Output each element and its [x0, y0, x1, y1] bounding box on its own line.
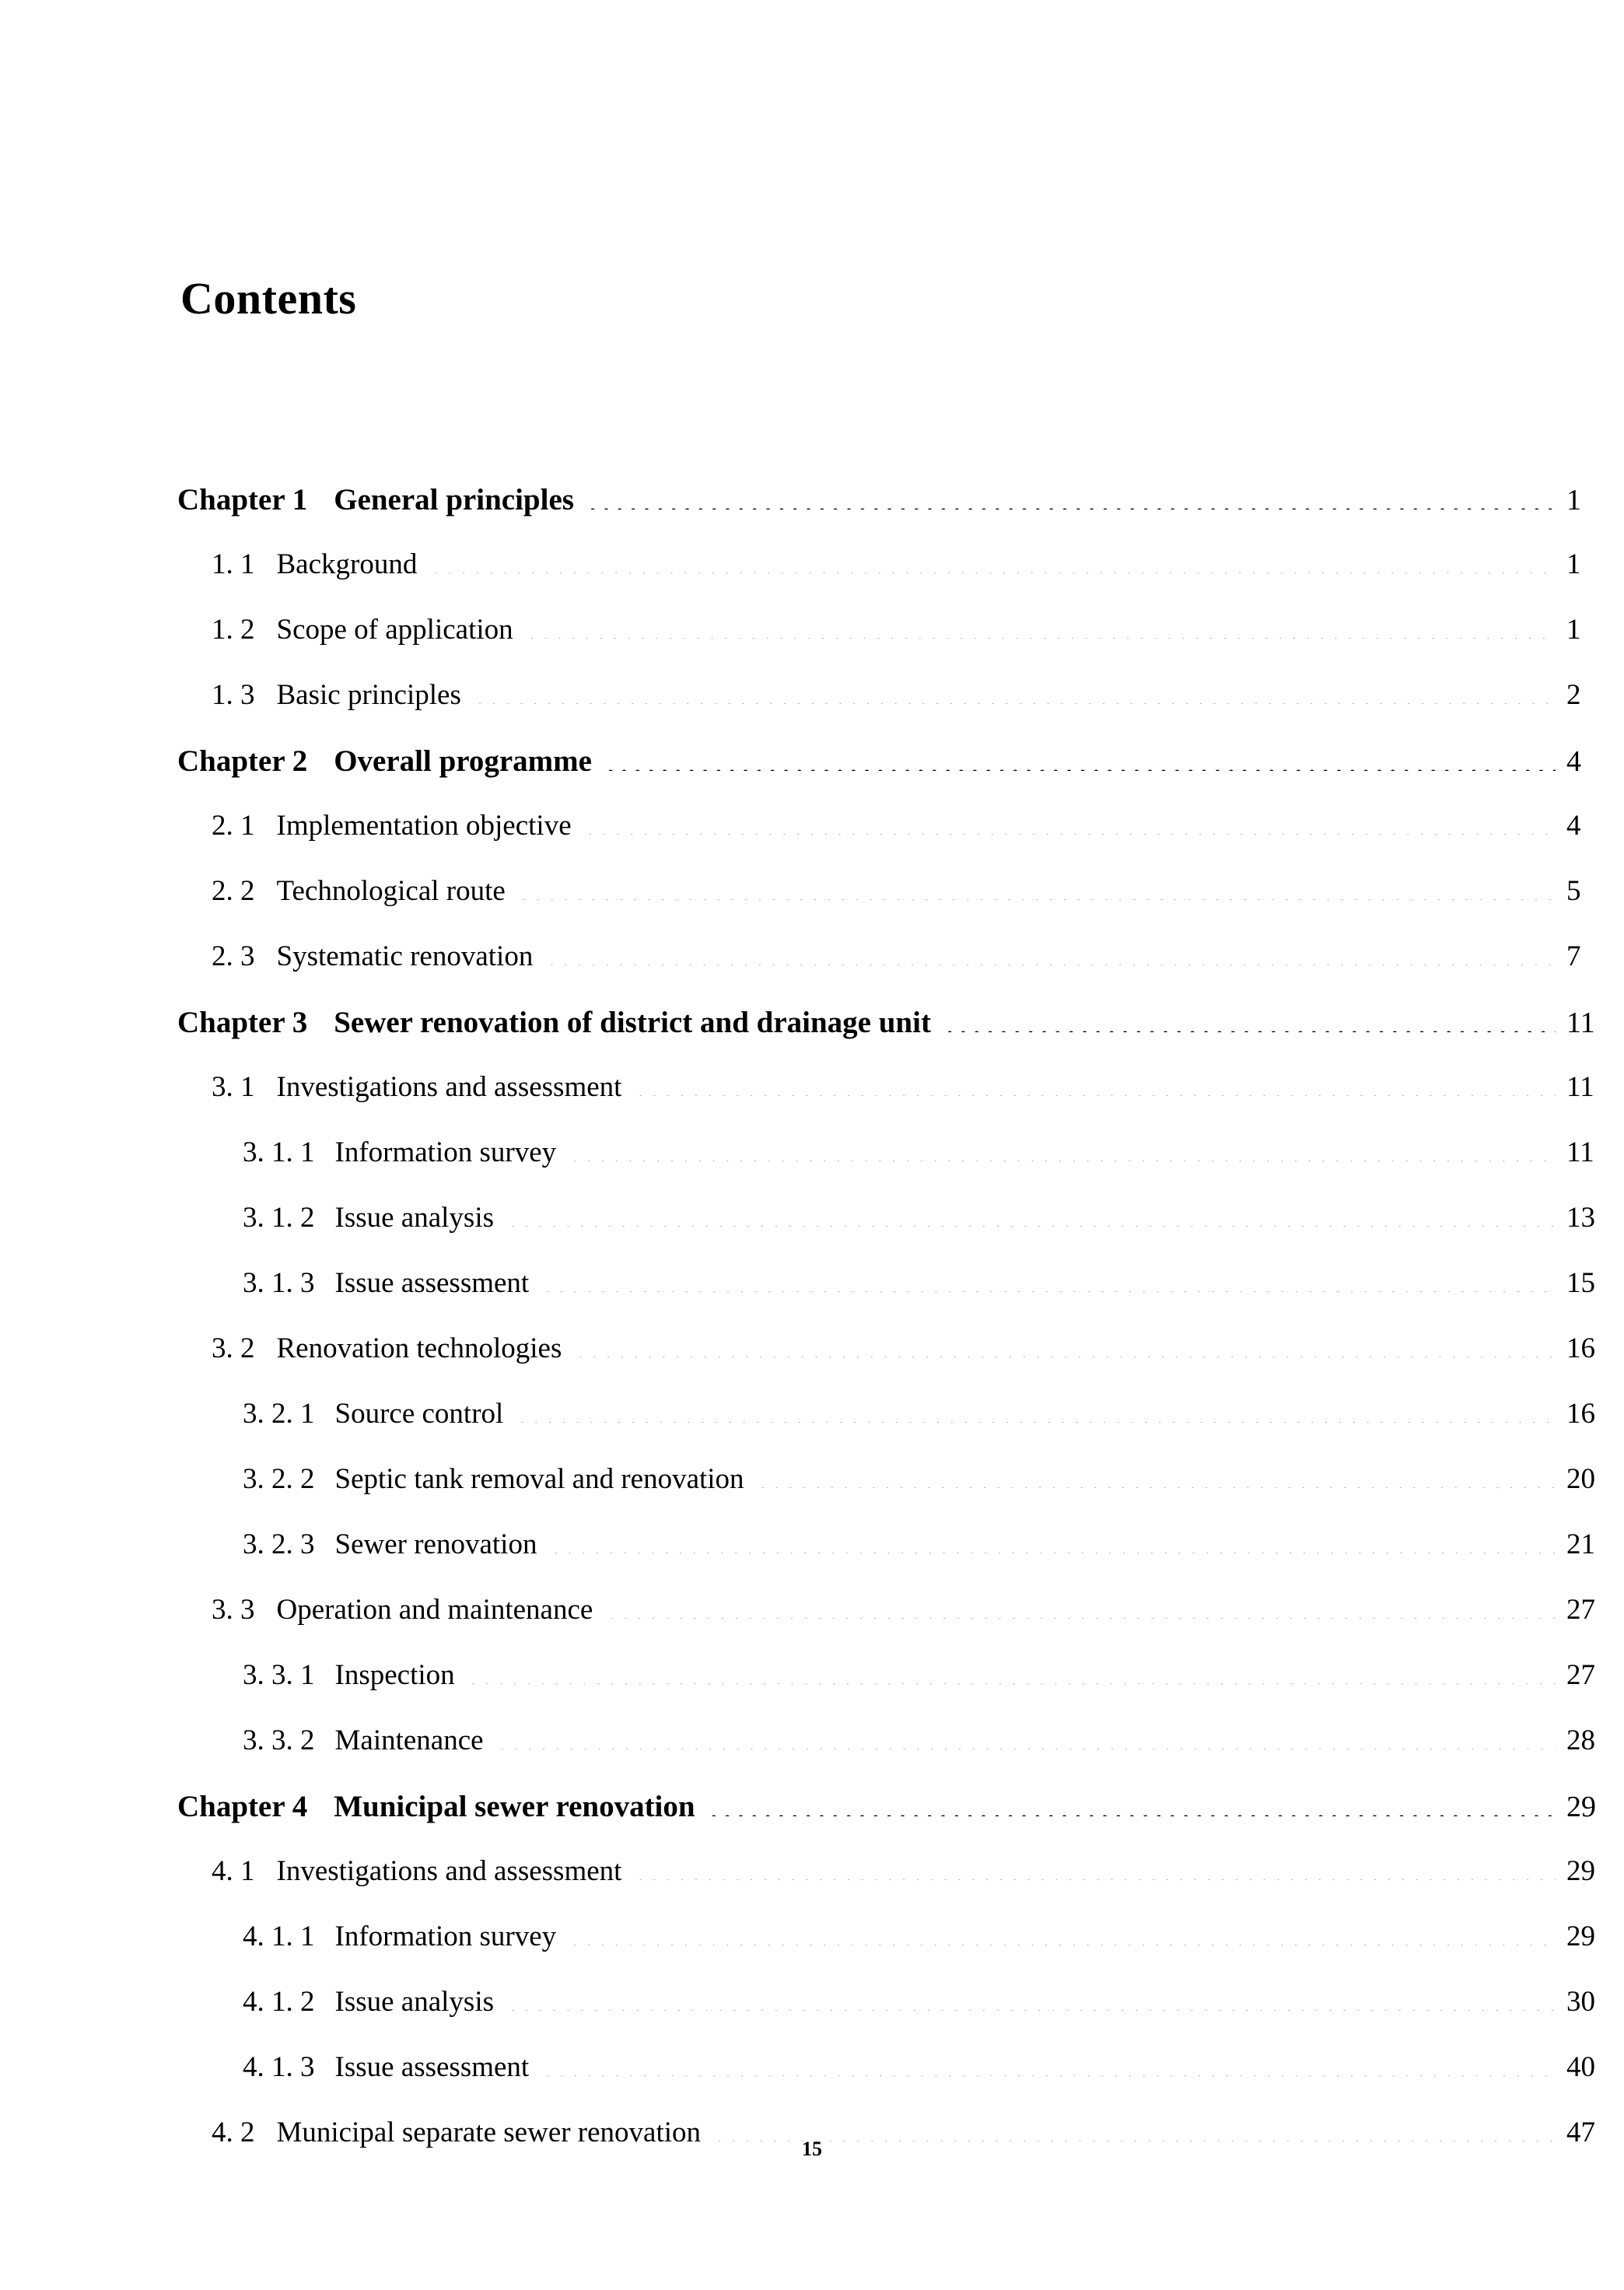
toc-entry-page-number: 28: [1566, 1725, 1595, 1756]
toc-entry-number: 3. 1. 3: [243, 1267, 315, 1299]
toc-entry-number: 3. 1: [212, 1071, 255, 1103]
toc-entry-number: 4. 1. 1: [243, 1921, 315, 1952]
toc-entry-number: 2. 3: [212, 940, 255, 972]
toc-entry-number: 3. 3. 1: [243, 1659, 315, 1691]
toc-entry[interactable]: [0, 1332, 1624, 1397]
toc-entry-title: Investigations and assessment: [276, 1071, 622, 1103]
toc-entry-page-number: 5: [1566, 875, 1581, 907]
toc-entry[interactable]: [0, 1397, 1624, 1462]
toc-entry-title: Systematic renovation: [276, 940, 534, 972]
table-of-contents: [0, 482, 1624, 2181]
toc-entry[interactable]: [0, 1136, 1624, 1201]
toc-entry-number: 3. 2. 1: [243, 1398, 315, 1430]
toc-entry[interactable]: [0, 1528, 1624, 1593]
toc-entry[interactable]: [0, 678, 1624, 744]
toc-entry-title: Issue assessment: [334, 1267, 530, 1299]
toc-entry[interactable]: [0, 809, 1624, 874]
toc-entry-page-number: 47: [1566, 2117, 1595, 2148]
toc-entry-page-number: 20: [1566, 1463, 1595, 1495]
toc-dot-leader: [543, 1280, 1556, 1292]
toc-dot-leader: [498, 1737, 1556, 1749]
toc-entry[interactable]: [0, 1266, 1624, 1332]
toc-entry-number: Chapter 2: [177, 744, 308, 778]
toc-entry-number: 3. 1. 2: [243, 1202, 315, 1234]
toc-entry-page-number: 27: [1566, 1659, 1595, 1691]
toc-dot-leader: [570, 1149, 1556, 1161]
toc-entry-page-number: 30: [1566, 1986, 1595, 2018]
toc-entry-title: General principles: [334, 483, 574, 516]
toc-entry[interactable]: [0, 1658, 1624, 1724]
toc-dot-leader: [576, 1345, 1556, 1357]
toc-dot-leader: [586, 822, 1556, 835]
toc-dot-leader: [709, 1804, 1556, 1816]
toc-dot-leader: [606, 758, 1556, 771]
toc-entry-number: 3. 2. 2: [243, 1463, 315, 1495]
toc-dot-leader: [527, 626, 1556, 639]
toc-dot-leader: [588, 497, 1556, 509]
toc-entry-page-number: 1: [1566, 484, 1581, 516]
toc-entry-page-number: 4: [1566, 745, 1581, 778]
toc-entry-page-number: 16: [1566, 1332, 1595, 1364]
toc-dot-leader: [469, 1672, 1556, 1684]
toc-entry-number: Chapter 1: [177, 483, 308, 516]
toc-entry[interactable]: [0, 548, 1624, 613]
toc-entry[interactable]: [0, 1985, 1624, 2050]
toc-entry-number: 3. 3. 2: [243, 1725, 315, 1756]
toc-entry-title: Municipal separate sewer renovation: [276, 2117, 702, 2148]
toc-entry-title: Issue assessment: [334, 2051, 530, 2083]
toc-entry-page-number: 11: [1566, 1136, 1594, 1168]
toc-entry[interactable]: [0, 1201, 1624, 1266]
toc-entry-title: Scope of application: [276, 614, 513, 646]
toc-entry-title: Implementation objective: [276, 810, 572, 842]
toc-entry-title: Sewer renovation: [334, 1528, 537, 1560]
toc-entry-title: Issue analysis: [334, 1986, 494, 2018]
toc-dot-leader: [508, 1214, 1556, 1227]
toc-entry-page-number: 29: [1566, 1855, 1595, 1887]
toc-entry[interactable]: [0, 1462, 1624, 1528]
toc-entry[interactable]: [0, 1593, 1624, 1658]
toc-entry-title: Municipal sewer renovation: [334, 1790, 695, 1823]
toc-entry-title: Background: [276, 548, 418, 580]
toc-entry[interactable]: [0, 1920, 1624, 1985]
toc-entry[interactable]: [0, 744, 1624, 809]
toc-entry-page-number: 11: [1566, 1071, 1594, 1103]
toc-entry-title: Sewer renovation of district and drainage unit: [334, 1006, 931, 1039]
toc-entry-page-number: 29: [1566, 1921, 1595, 1952]
toc-entry-number: 2. 1: [212, 810, 255, 842]
toc-entry-number: 3. 1. 1: [243, 1136, 315, 1168]
toc-entry-number: 4. 1. 2: [243, 1986, 315, 2018]
toc-entry-title: Basic principles: [276, 679, 461, 711]
toc-entry-title: Inspection: [334, 1659, 455, 1691]
toc-dot-leader: [547, 953, 1556, 965]
toc-dot-leader: [945, 1020, 1556, 1032]
toc-entry-title: Information survey: [334, 1136, 557, 1168]
toc-entry[interactable]: [0, 1789, 1624, 1854]
toc-entry[interactable]: [0, 2050, 1624, 2116]
toc-dot-leader: [543, 2064, 1556, 2076]
toc-entry-title: Operation and maintenance: [276, 1594, 593, 1626]
toc-entry-page-number: 4: [1566, 810, 1581, 842]
toc-entry-page-number: 11: [1566, 1007, 1595, 1039]
toc-entry-page-number: 2: [1566, 679, 1581, 711]
toc-entry[interactable]: [0, 1854, 1624, 1920]
toc-entry[interactable]: [0, 1070, 1624, 1136]
toc-entry-page-number: 15: [1566, 1267, 1595, 1299]
toc-entry[interactable]: [0, 874, 1624, 940]
toc-entry[interactable]: [0, 1724, 1624, 1789]
toc-entry-page-number: 7: [1566, 940, 1581, 972]
toc-dot-leader: [520, 888, 1556, 900]
page-title: Contents: [180, 273, 357, 324]
toc-entry-page-number: 16: [1566, 1398, 1595, 1430]
toc-entry-page-number: 1: [1566, 614, 1581, 646]
toc-dot-leader: [607, 1606, 1556, 1619]
toc-entry[interactable]: [0, 482, 1624, 548]
toc-entry[interactable]: [0, 940, 1624, 1005]
toc-entry-number: 4. 1. 3: [243, 2051, 315, 2083]
toc-entry-number: 1. 1: [212, 548, 255, 580]
toc-entry-number: 3. 2: [212, 1332, 255, 1364]
toc-entry-title: Source control: [334, 1398, 504, 1430]
toc-entry[interactable]: [0, 613, 1624, 678]
toc-dot-leader: [758, 1476, 1556, 1488]
toc-entry-number: 1. 3: [212, 679, 255, 711]
toc-entry-number: Chapter 3: [177, 1006, 308, 1039]
toc-entry-title: Information survey: [334, 1921, 557, 1952]
footer-page-number: 15: [802, 2138, 822, 2160]
toc-dot-leader: [431, 561, 1556, 573]
toc-entry-title: Maintenance: [334, 1725, 484, 1756]
toc-dot-leader: [570, 1933, 1556, 1945]
toc-entry-page-number: 21: [1566, 1528, 1595, 1560]
toc-entry-title: Issue analysis: [334, 1202, 494, 1234]
toc-entry-page-number: 40: [1566, 2051, 1595, 2083]
toc-entry-title: Technological route: [276, 875, 506, 907]
toc-dot-leader: [551, 1541, 1556, 1553]
toc-dot-leader: [635, 1868, 1556, 1880]
toc-entry-page-number: 27: [1566, 1594, 1595, 1626]
toc-entry-number: 1. 2: [212, 614, 255, 646]
toc-dot-leader: [475, 692, 1556, 704]
toc-entry-number: 3. 2. 3: [243, 1528, 315, 1560]
toc-entry-title: Overall programme: [334, 744, 592, 778]
toc-entry-page-number: 29: [1566, 1791, 1596, 1823]
toc-entry-page-number: 13: [1566, 1202, 1595, 1234]
toc-entry-number: 3. 3: [212, 1594, 255, 1626]
toc-entry-number: 4. 1: [212, 1855, 255, 1887]
toc-entry-number: Chapter 4: [177, 1790, 308, 1823]
toc-entry-number: 4. 2: [212, 2117, 255, 2148]
toc-entry-page-number: 1: [1566, 548, 1581, 580]
toc-dot-leader: [508, 1998, 1556, 2011]
toc-dot-leader: [517, 1410, 1556, 1423]
toc-entry-title: Renovation technologies: [276, 1332, 562, 1364]
toc-entry[interactable]: [0, 1005, 1624, 1070]
toc-entry-title: Septic tank removal and renovation: [334, 1463, 744, 1495]
toc-entry-number: 2. 2: [212, 875, 255, 907]
toc-entry-title: Investigations and assessment: [276, 1855, 622, 1887]
toc-dot-leader: [635, 1084, 1556, 1096]
